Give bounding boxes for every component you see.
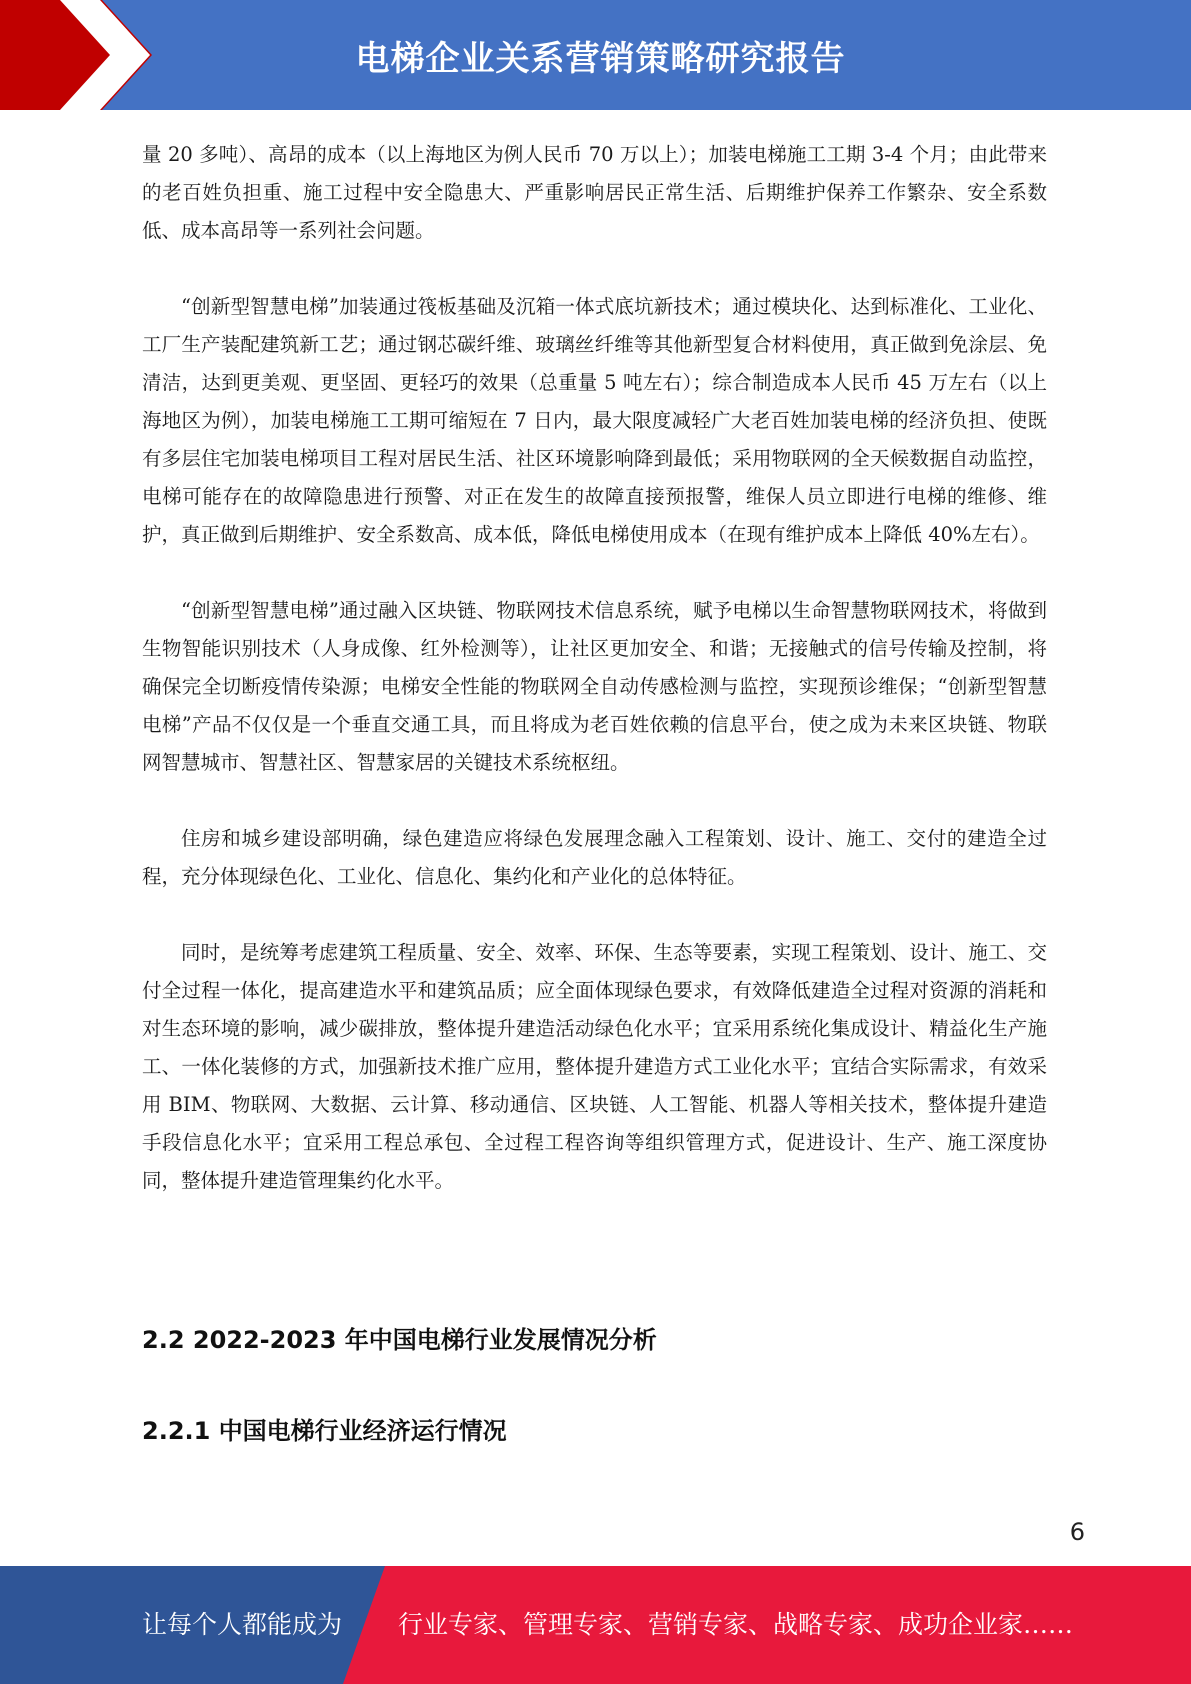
- paragraph-1: 量 20 多吨）、高昂的成本（以上海地区为例人民币 70 万以上）；加装电梯施工工期 3-4 个月；由此带来的老百姓负担重、施工过程中安全隐患大、严重影响居民正常生活、后期维护保养工作繁杂、安全系数低、成本高昂等一系列社会问题。: [142, 143, 1047, 242]
- footer-slogan-left: 让每个人都能成为: [142, 1610, 343, 1639]
- document-title: 电梯企业关系营销策略研究报告: [355, 38, 846, 79]
- subsection-heading: 2.2.1 中国电梯行业经济运行情况: [142, 1417, 507, 1445]
- body-content: [142, 136, 1047, 1238]
- paragraph-4: 住房和城乡建设部明确，绿色建造应将绿色发展理念融入工程策划、设计、施工、交付的建造全过程，充分体现绿色化、工业化、信息化、集约化和产业化的总体特征。: [142, 827, 1047, 888]
- page-footer: [0, 1566, 1191, 1684]
- paragraph-5: 同时，是统筹考虑建筑工程质量、安全、效率、环保、生态等要素，实现工程策划、设计、施工、交付全过程一体化，提高建造水平和建筑品质；应全面体现绿色要求，有效降低建造全过程对资源的消耗和对生态环境的影响，减少碳排放，整体提升建造活动绿色化水平；宜采用系统化集成设计、精益化生产施工、一体化装修的方式，加强新技术推广应用，整体提升建造方式工业化水平；宜结合实际需求，有效采用 BIM、物联网、大数据、云计算、移动通信、区块链、人工智能、机器人等相关技术，整体提升建造手段信息化水平；宜采用工程总承包、全过程工程咨询等组织管理方式，促进设计、生产、施工深度协同，整体提升建造管理集约化水平。: [142, 941, 1047, 1192]
- footer-slogan-right: 行业专家、管理专家、营销专家、战略专家、成功企业家……: [398, 1610, 1074, 1639]
- paragraph-2: “创新型智慧电梯”加装通过筏板基础及沉箱一体式底坑新技术；通过模块化、达到标准化、工业化、工厂生产装配建筑新工艺；通过钢芯碳纤维、玻璃丝纤维等其他新型复合材料使用，真正做到免涂层、免清洁，达到更美观、更坚固、更轻巧的效果（总重量 5 吨左右）；综合制造成本人民币 45 万左右（以上海地区为例），加装电梯施工工期可缩短在 7 日内，最大限度减轻广大老百姓加装电梯的经济负担、使既有多层住宅加装电梯项目工程对居民生活、社区环境影响降到最低；采用物联网的全天候数据自动监控，电梯可能存在的故障隐患进行预警、对正在发生的故障直接预报警，维保人员立即进行电梯的维修、维护，真正做到后期维护、安全系数高、成本低，降低电梯使用成本（在现有维护成本上降低 40%左右）。: [142, 295, 1047, 546]
- section-heading: 2.2 2022-2023 年中国电梯行业发展情况分析: [142, 1326, 657, 1354]
- page-header: [0, 0, 1191, 110]
- paragraph-3: “创新型智慧电梯”通过融入区块链、物联网技术信息系统，赋予电梯以生命智慧物联网技术，将做到生物智能识别技术（人身成像、红外检测等），让社区更加安全、和谐；无接触式的信号传输及控制，将确保完全切断疫情传染源；电梯安全性能的物联网全自动传感检测与监控，实现预诊维保；“创新型智慧电梯”产品不仅仅是一个垂直交通工具，而且将成为老百姓依赖的信息平台，使之成为未来区块链、物联网智慧城市、智慧社区、智慧家居的关键技术系统枢纽。: [142, 599, 1047, 774]
- page-number: 6: [1069, 1518, 1085, 1546]
